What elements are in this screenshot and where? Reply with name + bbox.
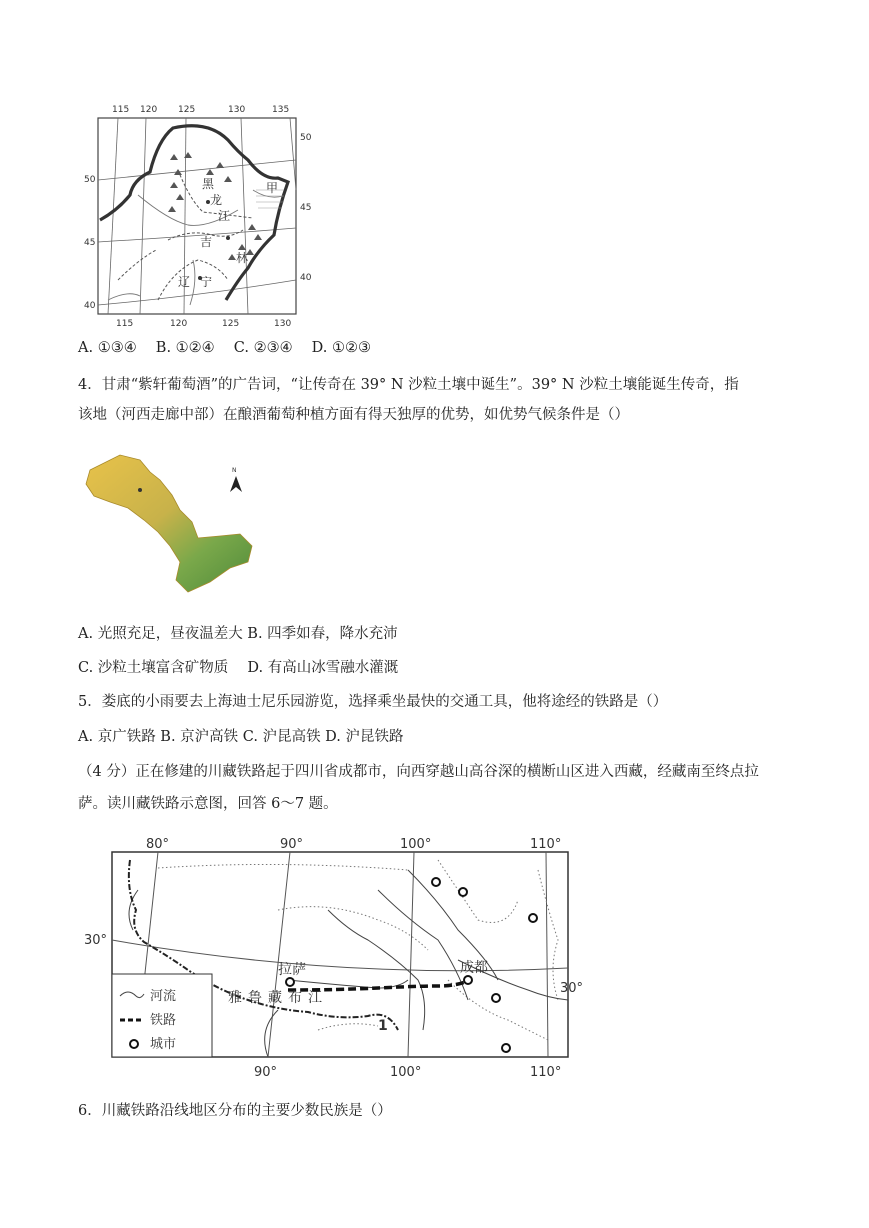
sichuan-tibet-railway-map [78, 830, 598, 1080]
q4-stem-line-1: 4．甘肃“紫轩葡萄酒”的广告词，“让传奇在 39° N 沙粒土壤中诞生”。39° N 沙粒土壤能诞生传奇，指 [78, 377, 739, 393]
legend-railway: 铁路 [150, 1013, 177, 1028]
label-jiang: 江 [218, 209, 231, 223]
north-label: N [232, 467, 237, 474]
gansu-map [80, 450, 280, 600]
lon-bottom-110: 110° [530, 1065, 562, 1080]
lon-top-80: 80° [146, 837, 170, 852]
marker-1: 1 [378, 1018, 388, 1034]
label-lin: 林 [236, 251, 249, 265]
label-hei: 黑 [202, 177, 215, 191]
label-long: 龙 [210, 193, 223, 207]
label-jia: 甲 [266, 181, 279, 195]
label-ning: 宁 [200, 275, 213, 289]
north-arrow-icon [230, 476, 242, 492]
city-lhasa: 拉萨 [278, 962, 306, 978]
lat-left-30: 30° [84, 933, 108, 948]
label-ji: 吉 [200, 235, 213, 249]
map1-lon-bottom-1: 120 [170, 319, 188, 329]
lon-bottom-90: 90° [254, 1065, 278, 1080]
northeast-china-map [78, 100, 318, 332]
lon-top-100: 100° [400, 837, 432, 852]
map1-lat-left-1: 45 [84, 238, 96, 248]
intro-line-2: 萨。读川藏铁路示意图，回答 6～7 题。 [78, 796, 338, 812]
q3-options: A. ①③④ B. ①②④ C. ②③④ D. ①②③ [78, 340, 372, 356]
city-chengdu: 成都 [460, 960, 488, 976]
map1-lon-top-0: 115 [112, 105, 130, 115]
q4-options-line-2: C. 沙粒土壤富含矿物质 D. 有高山冰雪融水灌溉 [78, 660, 399, 676]
q5-stem: 5．娄底的小雨要去上海迪士尼乐园游览，选择乘坐最快的交通工具，他将途经的铁路是（） [78, 694, 668, 710]
map1-lat-left-2: 40 [84, 301, 96, 311]
lon-top-110: 110° [530, 837, 562, 852]
lon-top-90: 90° [280, 837, 304, 852]
map1-lat-left-0: 50 [84, 175, 96, 185]
legend-river: 河流 [150, 989, 177, 1004]
intro-line-1: （4 分）正在修建的川藏铁路起于四川省成都市，向西穿越山高谷深的横断山区进入西藏，经藏南至终点拉 [78, 764, 759, 780]
city-dot [138, 488, 142, 492]
map1-lon-bottom-0: 115 [116, 319, 134, 329]
map1-lon-top-4: 135 [272, 105, 290, 115]
q4-options-line-1: A. 光照充足，昼夜温差大 B. 四季如春，降水充沛 [78, 626, 398, 642]
river-yarlung-tsangpo: 雅鲁藏布江 [228, 990, 328, 1006]
lat-right-30: 30° [560, 981, 584, 996]
map1-lat-right-1: 45 [300, 203, 312, 213]
q6-stem: 6．川藏铁路沿线地区分布的主要少数民族是（） [78, 1103, 392, 1119]
q5-options: A. 京广铁路 B. 京沪高铁 C. 沪昆高铁 D. 沪昆铁路 [78, 729, 404, 745]
map1-lat-right-0: 50 [300, 133, 312, 143]
map1-lon-top-1: 120 [140, 105, 158, 115]
map1-lon-bottom-3: 130 [274, 319, 292, 329]
map1-lon-top-3: 130 [228, 105, 246, 115]
legend-city: 城市 [150, 1037, 177, 1052]
map1-lon-bottom-2: 125 [222, 319, 240, 329]
map1-lat-right-2: 40 [300, 273, 312, 283]
lon-bottom-100: 100° [390, 1065, 422, 1080]
map1-lon-top-2: 125 [178, 105, 196, 115]
label-liao: 辽 [178, 275, 191, 289]
q4-stem-line-2: 该地（河西走廊中部）在酿酒葡萄种植方面有得天独厚的优势，如优势气候条件是（） [78, 407, 629, 423]
